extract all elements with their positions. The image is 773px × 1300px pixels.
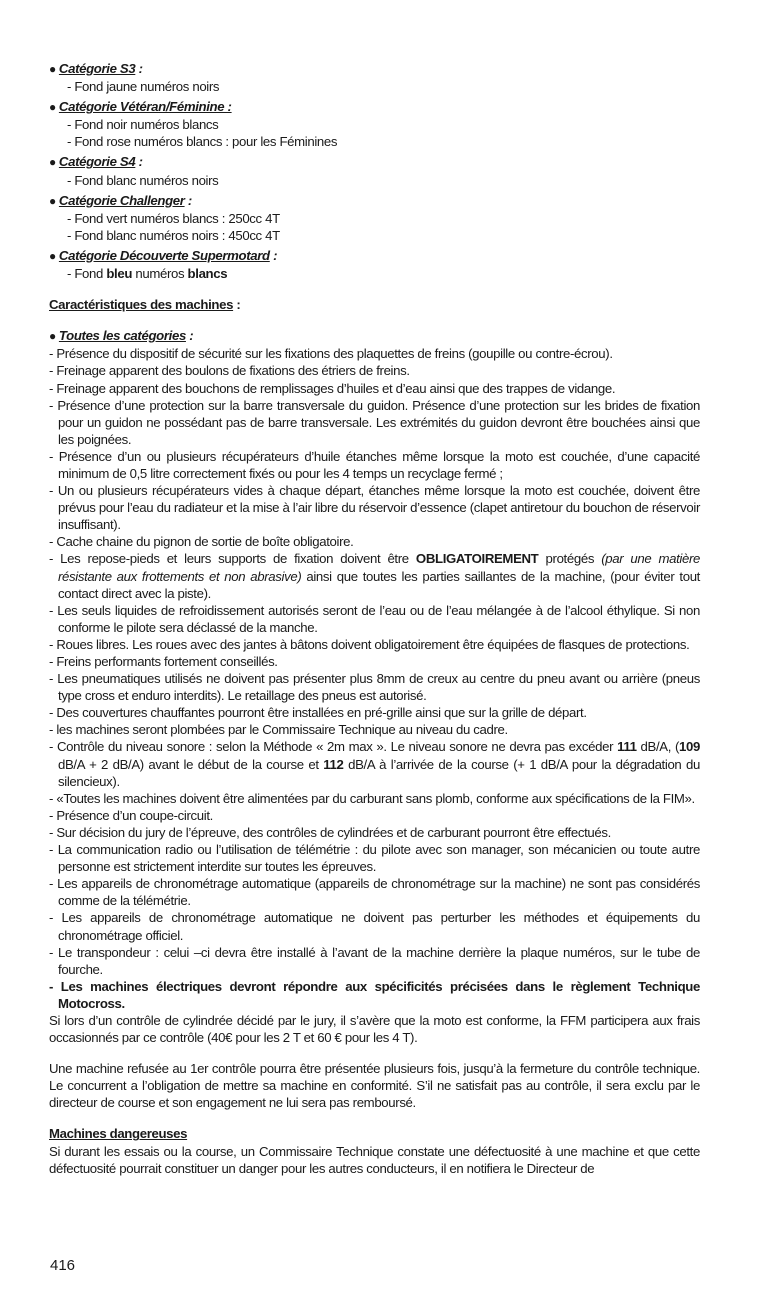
bullet-icon: ● (49, 155, 56, 170)
bullet-icon: ● (49, 248, 56, 263)
bullet-icon: ● (49, 100, 56, 115)
rule-item: - Présence d’un coupe-circuit. (49, 807, 213, 823)
rule-item: - La communication radio ou l’utilisation de télémétrie : du pilote avec son manager, son mécanicien ou toute autre personne est strictement interdite sur toutes les épreuves. (49, 842, 700, 875)
rule-bold: 109 (679, 739, 700, 755)
paragraph-machine-refusee: Une machine refusée au 1er contrôle pourra être présentée plusieurs fois, jusqu’à la fermeture du contrôle technique. Le concurrent a l’obligation de mettre sa machine en conformité. S’il ne satisfait pas au contrôle, il sera exclu par le directeur de course et son engagement ne lui sera pas remboursé. (49, 1061, 700, 1111)
bullet-icon: ● (49, 193, 56, 208)
rule-item-electric: - Les machines électriques devront répondre aux spécificités précisées dans le règlement Technique Motocross. (49, 978, 700, 1011)
rule-text: dB/A à l’arrivée de la course (+ 1 dB/A pour la dégradation du silencieux). (58, 756, 700, 789)
category-veteran-feminine (49, 98, 700, 150)
category-label: Catégorie S4 (58, 154, 136, 170)
rule-text: - Contrôle du niveau sonore : selon la Méthode « 2m max ». Le niveau sonore ne devra pas excéder (49, 739, 618, 755)
category-label: Catégorie Vétéran/Féminine : (58, 99, 232, 115)
rule-bold: 112 (323, 756, 344, 772)
bullet-icon: ● (49, 329, 56, 344)
rule-item: - «Toutes les machines doivent être alimentées par du carburant sans plomb, conforme aux spécifications de la FIM». (49, 790, 695, 806)
category-line: - Fond rose numéros blancs : pour les Féminines (67, 134, 338, 150)
line-bold: bleu (106, 266, 133, 282)
category-heading (49, 98, 700, 116)
category-heading (49, 247, 700, 265)
section-title-machines-dangereuses (49, 1125, 700, 1142)
rule-text: dB/A, ( (636, 739, 680, 755)
category-s4 (49, 153, 700, 188)
rule-item: - Présence d’une protection sur la barre transversale du guidon. Présence d’une protection sur les brides de fixation pour un guidon ne possédant pas de barre transversale. Les extrémités du guidon devront être bouchées ainsi que les poignées. (49, 397, 700, 447)
rule-text: protégés (538, 551, 602, 567)
line-bold: blancs (187, 266, 228, 282)
category-line: - Fond jaune numéros noirs (67, 79, 220, 95)
rule-item: - Présence du dispositif de sécurité sur les fixations des plaquettes de freins (goupille ou contre-écrou). (49, 346, 613, 362)
rule-item: - les machines seront plombées par le Commissaire Technique au niveau du cadre. (49, 722, 508, 738)
rule-item: - Sur décision du jury de l’épreuve, des contrôles de cylindrées et de carburant pourront être effectués. (49, 824, 611, 840)
document-page (49, 60, 700, 1177)
category-line: - Fond blanc numéros noirs : 450cc 4T (67, 227, 280, 243)
rule-text: dB/A + 2 dB/A) avant le début de la course et (58, 756, 324, 772)
page-number: 416 (50, 1257, 76, 1274)
rule-text: - Les repose-pieds et leurs supports de fixation doivent être (49, 551, 416, 567)
line-text: - Fond (67, 266, 107, 282)
bullet-icon: ● (49, 62, 56, 76)
category-colon: : (135, 61, 143, 76)
rule-item: - Les appareils de chronométrage automatique (appareils de chronométrage sur la machine) ne sont pas considérés comme de la télémétrie. (49, 876, 700, 909)
category-heading (49, 60, 700, 78)
rule-item: - Freins performants fortement conseillés. (49, 654, 278, 669)
category-decouverte (49, 247, 700, 282)
rule-text: ainsi que toutes les parties saillantes de la machine, (pour éviter tout contact direct avec la piste). (58, 568, 700, 601)
rule-item: - Un ou plusieurs récupérateurs vides à chaque départ, étanches même lorsque la moto est couchée, doivent être prévus pour l’eau du radiateur et la mise à l’air libre du réservoir d’essence (clapet antiretour du bouchon de réservoir insuffisant). (49, 483, 700, 533)
category-colon: : (184, 192, 192, 208)
line-text: numéros (132, 266, 188, 282)
rule-item: - Présence d’un ou plusieurs récupérateurs d’huile étanches même lorsque la moto est couchée, d’une capacité minimum de 0,5 litre correctement fixés ou pour les 4 temps un recyclage fermé ; (49, 448, 700, 481)
category-colon: : (135, 154, 143, 170)
category-line: - Fond noir numéros blancs (67, 117, 219, 133)
category-heading (49, 153, 700, 171)
category-label: Catégorie S3 (58, 61, 136, 76)
subsection-toutes-categories (49, 327, 700, 345)
rule-italic: (par une matière résistante aux frottements et non abrasive) (58, 551, 701, 584)
category-heading (49, 192, 700, 210)
rule-item: - Les seuls liquides de refroidissement autorisés seront de l’eau ou de l’eau mélangée à de l’alcool éthylique. Si non conforme le pilote sera déclassé de la manche. (49, 602, 700, 635)
section-title-colon: : (233, 297, 241, 313)
paragraph-machines-dangereuses: Si durant les essais ou la course, un Commissaire Technique constate une défectuosité à une machine et que cette défectuosité pourrait constituer un danger pour les autres conducteurs, il en notifiera le Directeur de (49, 1143, 700, 1176)
category-line (49, 265, 700, 282)
rule-item-repose-pieds (49, 550, 700, 601)
category-colon: : (269, 247, 278, 263)
rule-item: - Freinage apparent des boulons de fixations des étriers de freins. (49, 363, 410, 379)
rules-list (49, 345, 700, 1012)
rule-item: - Cache chaine du pignon de sortie de boîte obligatoire. (49, 534, 354, 550)
section-title-label: Caractéristiques des machines (49, 297, 234, 313)
rule-item: - Les appareils de chronométrage automatique ne doivent pas perturber les méthodes et équipements du chronométrage officiel. (49, 910, 700, 943)
category-s3 (49, 60, 700, 95)
rule-item: - Les pneumatiques utilisés ne doivent pas présenter plus 8mm de creux au centre du pneu avant ou arrière (pneus type cross et enduro interdits). Le retaillage des pneus est autorisé. (49, 671, 700, 704)
subsection-colon: : (185, 328, 194, 344)
rule-item: - Roues libres. Les roues avec des jantes à bâtons doivent obligatoirement être équipées de flasques de protections. (49, 636, 690, 652)
category-line: - Fond blanc numéros noirs (67, 172, 219, 188)
category-line: - Fond vert numéros blancs : 250cc 4T (67, 210, 280, 226)
rule-bold: OBLIGATOIREMENT (415, 551, 539, 567)
section-title-label: Machines dangereuses (49, 1126, 188, 1142)
rule-item: - Le transpondeur : celui –ci devra être installé à l’avant de la machine derrière la plaque numéros, sur le tube de fourche. (49, 944, 700, 977)
rule-item: - Des couvertures chauffantes pourront être installées en pré-grille ainsi que sur la grille de départ. (49, 705, 587, 721)
category-label: Catégorie Challenger (58, 192, 185, 208)
rule-item-niveau-sonore (49, 738, 700, 789)
category-challenger (49, 192, 700, 244)
section-title-caracteristiques (49, 296, 700, 313)
rule-item: - Freinage apparent des bouchons de remplissages d’huiles et d’eau ainsi que des trappes de vidange. (49, 380, 616, 396)
paragraph-cylindree: Si lors d’un contrôle de cylindrée décidé par le jury, il s’avère que la moto est conforme, la FFM participera aux frais occasionnés par ce contrôle (40€ pour les 2 T et 60 € pour les 4 T). (49, 1012, 700, 1046)
rule-bold: 111 (617, 739, 637, 755)
category-label: Catégorie Découverte Supermotard (58, 247, 270, 263)
subsection-label: Toutes les catégories (58, 328, 186, 344)
